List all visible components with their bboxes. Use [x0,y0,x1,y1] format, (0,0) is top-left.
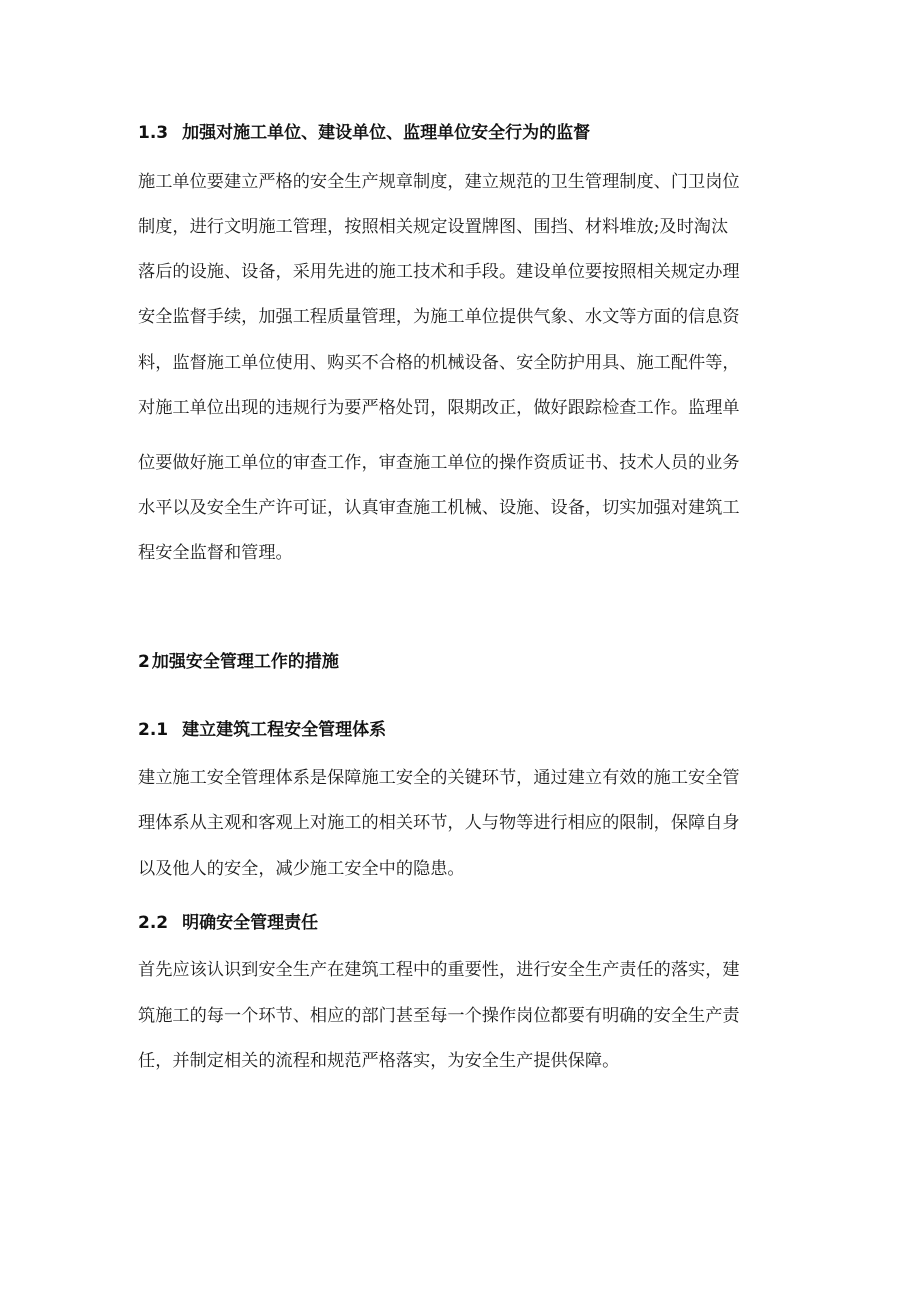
text-line: 安全监督手续，加强工程质量管理，为施工单位提供气象、水文等方面的信息资 [138,307,740,327]
text-line: 程安全监督和管理。 [138,543,293,563]
section-number: 2.2 [138,913,169,933]
section-heading-1-3 [138,123,590,143]
text-line: 建立施工安全管理体系是保障施工安全的关键环节，通过建立有效的施工安全管 [138,768,740,788]
text-line: 理体系从主观和客观上对施工的相关环节，人与物等进行相应的限制，保障自身 [138,813,740,833]
section-number: 1.3 [138,123,169,143]
text-line: 位要做好施工单位的审查工作，审查施工单位的操作资质证书、技术人员的业务 [138,453,740,473]
text-line: 水平以及安全生产许可证，认真审查施工机械、设施、设备，切实加强对建筑工 [138,498,740,518]
section-title: 加强安全管理工作的措施 [151,652,339,672]
text-line: 料，监督施工单位使用、购买不合格的机械设备、安全防护用具、施工配件等， [138,353,740,373]
text-line: 制度，进行文明施工管理，按照相关规定设置牌图、围挡、材料堆放;及时淘汰 [138,217,729,237]
section-heading-2 [138,652,339,672]
section-number: 2 [138,652,150,672]
text-line: 以及他人的安全，减少施工安全中的隐患。 [138,859,465,879]
section-heading-2-1 [138,720,386,740]
text-line: 筑施工的每一个环节、相应的部门甚至每一个操作岗位都要有明确的安全生产责 [138,1006,740,1026]
section-heading-2-2 [138,913,318,933]
text-line: 落后的设施、设备，采用先进的施工技术和手段。建设单位要按照相关规定办理 [138,262,740,282]
section-number: 2.1 [138,720,169,740]
text-line: 对施工单位出现的违规行为要严格处罚，限期改正，做好跟踪检查工作。监理单 [138,398,740,418]
text-line: 任，并制定相关的流程和规范严格落实，为安全生产提供保障。 [138,1051,620,1071]
text-line: 施工单位要建立严格的安全生产规章制度，建立规范的卫生管理制度、门卫岗位 [138,172,740,192]
section-title: 建立建筑工程安全管理体系 [182,720,387,740]
section-title: 明确安全管理责任 [182,913,319,933]
section-title: 加强对施工单位、建设单位、监理单位安全行为的监督 [182,123,591,143]
text-line: 首先应该认识到安全生产在建筑工程中的重要性，进行安全生产责任的落实，建 [138,960,740,980]
